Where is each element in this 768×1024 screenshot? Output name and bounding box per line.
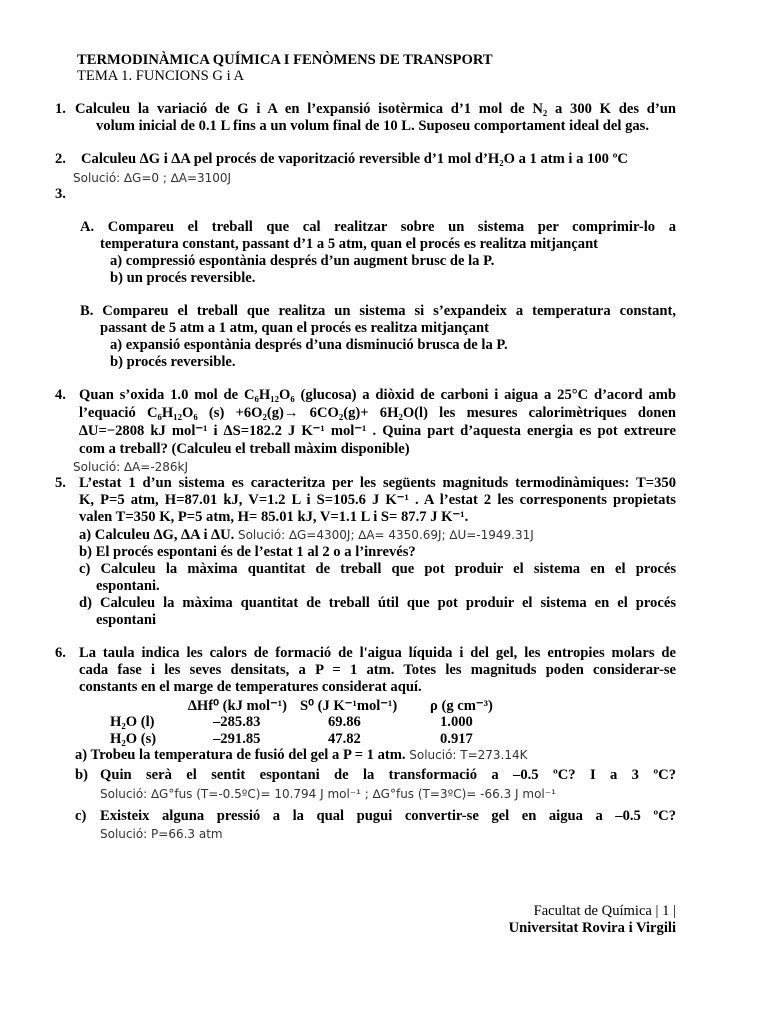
question-6-part-c-solution: Solució: P=66.3 atm	[100, 827, 223, 841]
question-3b-option-b: b) procés reversible.	[110, 354, 236, 370]
table-header-density: ρ (g cm⁻³)	[430, 698, 493, 714]
question-3b-line-1: B. Compareu el treball que realitza un sistema si s’expandeix a temperatura constant,	[80, 303, 676, 319]
question-2-number: 2.	[55, 151, 66, 167]
question-3b-line-2: passant de 5 atm a 1 atm, quan el procés es realitza mitjançant	[100, 320, 490, 336]
document-subtitle: TEMA 1. FUNCIONS G i A	[77, 68, 245, 84]
question-4-line-1: Quan s’oxida 1.0 mol de C₆H₁₂O₆ (glucosa) a diòxid de carboni i aigua a 25°C d’acord amb	[79, 387, 676, 403]
question-5-part-c-line-2: espontani.	[96, 578, 160, 594]
question-6-part-b-text: Quin serà el sentit espontani de la transformació a –0.5 ºC? I a 3 ºC?	[100, 767, 676, 783]
table-row-label: H₂O (l)	[110, 714, 155, 730]
table-row-label: H₂O (s)	[110, 731, 157, 747]
table-cell: –291.85	[213, 731, 261, 747]
question-6-part-b-label: b)	[75, 767, 88, 783]
question-5-part-d-line-1: d) Calculeu la màxima quantitat de treball útil que pot produir el sistema en el procés	[79, 595, 676, 611]
question-3-number: 3.	[55, 186, 66, 202]
table-header-enthalpy: ∆Hf⁰ (kJ mol⁻¹)	[188, 698, 288, 714]
question-6-number: 6.	[55, 645, 66, 661]
question-6-part-a-text: a) Trobeu la temperatura de fusió del gel a P = 1 atm.	[75, 747, 406, 763]
question-6-part-a	[75, 747, 528, 764]
question-4-line-3: ∆U=−2808 kJ mol⁻¹ i ∆S=182.2 J K⁻¹ mol⁻¹ . Quina part d’aquesta energia es pot extreure	[79, 423, 676, 439]
question-3a-line-1: A. Compareu el treball que cal realitzar sobre un sistema per comprimir-lo a	[80, 219, 676, 235]
question-5-part-d-line-2: espontani	[96, 612, 157, 628]
question-5-part-b: b) El procés espontani és de l’estat 1 al 2 o a l’inrevés?	[79, 544, 416, 560]
question-5-number: 5.	[55, 475, 66, 491]
question-6-part-c-label: c)	[75, 808, 87, 824]
footer-faculty: Facultat de Química | 1 |	[533, 903, 676, 919]
question-5-part-a-text: a) Calculeu ∆G, ∆A i ∆U.	[79, 527, 235, 543]
question-3b-option-a: a) expansió espontània després d’una disminució brusca de la P.	[110, 337, 508, 353]
question-6-line-1: La taula indica les calors de formació de l'aigua líquida i del gel, les entropies molars de	[79, 645, 676, 661]
question-1-line-1: Calculeu la variació de G i A en l’expansió isotèrmica d’1 mol de N₂ a 300 K des d’un	[75, 101, 676, 117]
question-5-part-a	[79, 527, 534, 544]
question-5-line-1: L’estat 1 d’un sistema es caracteritza per les següents magnituds termodinàmiques: T=350	[79, 475, 676, 491]
question-1-line-2: volum inicial de 0.1 L fins a un volum final de 10 L. Suposeu comportament ideal del gas.	[96, 118, 650, 134]
table-cell: 1.000	[440, 714, 473, 730]
question-4-solution: Solució: ∆A=-286kJ	[73, 460, 189, 474]
question-6-line-3: constants en el marge de temperatures considerat aquí.	[79, 679, 422, 695]
question-6-part-a-solution: Solució: T=273.14K	[409, 748, 528, 762]
question-1-number: 1.	[55, 101, 66, 117]
question-4-line-4: com a treball? (Calculeu el treball màxim disponible)	[79, 441, 410, 457]
question-5-part-a-solution: Solució: ∆G=4300J; ∆A= 4350.69J; ∆U=-1949.31J	[237, 528, 534, 542]
question-3a-option-b: b) un procés reversible.	[110, 270, 256, 286]
question-3a-line-2: temperatura constant, passant d’1 a 5 atm, quan el procés es realitza mitjançant	[100, 236, 599, 252]
table-cell: 47.82	[328, 731, 361, 747]
footer-university: Universitat Rovira i Virgili	[508, 920, 676, 936]
question-5-part-c-line-1: c) Calculeu la màxima quantitat de treball que pot produir el sistema en el procés	[79, 561, 676, 577]
table-cell: 69.86	[328, 714, 361, 730]
question-6-part-c-text: Existeix alguna pressió a la qual pugui convertir-se gel en aigua a –0.5 ºC?	[100, 808, 676, 824]
document-title: TERMODINÀMICA QUÍMICA I FENÒMENS DE TRANSPORT	[77, 52, 493, 68]
question-5-line-3: valen T=350 K, P=5 atm, H= 85.01 kJ, V=1.1 L i S= 87.7 J K⁻¹.	[79, 509, 469, 525]
question-2-solution: Solució: ∆G=0 ; ∆A=3100J	[73, 171, 232, 185]
table-cell: 0.917	[440, 731, 473, 747]
table-header-entropy: S⁰ (J K⁻¹mol⁻¹)	[300, 698, 398, 714]
question-5-line-2: K, P=5 atm, H=87.01 kJ, V=1.2 L i S=105.6 J K⁻¹ . A l’estat 2 les corresponents propietats	[79, 492, 676, 508]
question-2-text: Calculeu ∆G i ∆A pel procés de vaporització reversible d’1 mol d’H₂O a 1 atm i a 100 ºC	[81, 151, 628, 167]
question-4-number: 4.	[55, 387, 66, 403]
question-6-part-b-solution: Solució: ∆G°fus (T=-0.5ºC)= 10.794 J mol⁻¹ ; ∆G°fus (T=3ºC)= -66.3 J mol⁻¹	[100, 787, 556, 801]
table-cell: –285.83	[213, 714, 261, 730]
question-4-line-2: l’equació C₆H₁₂O₆ (s) +6O₂(g)→ 6CO₂(g)+ 6H₂O(l) les mesures calorimètriques donen	[79, 405, 676, 421]
question-3a-option-a: a) compressió espontània després d’un augment brusc de la P.	[110, 253, 495, 269]
question-6-line-2: cada fase i les seves densitats, a P = 1 atm. Totes les magnituds poden considerar-se	[79, 662, 676, 678]
